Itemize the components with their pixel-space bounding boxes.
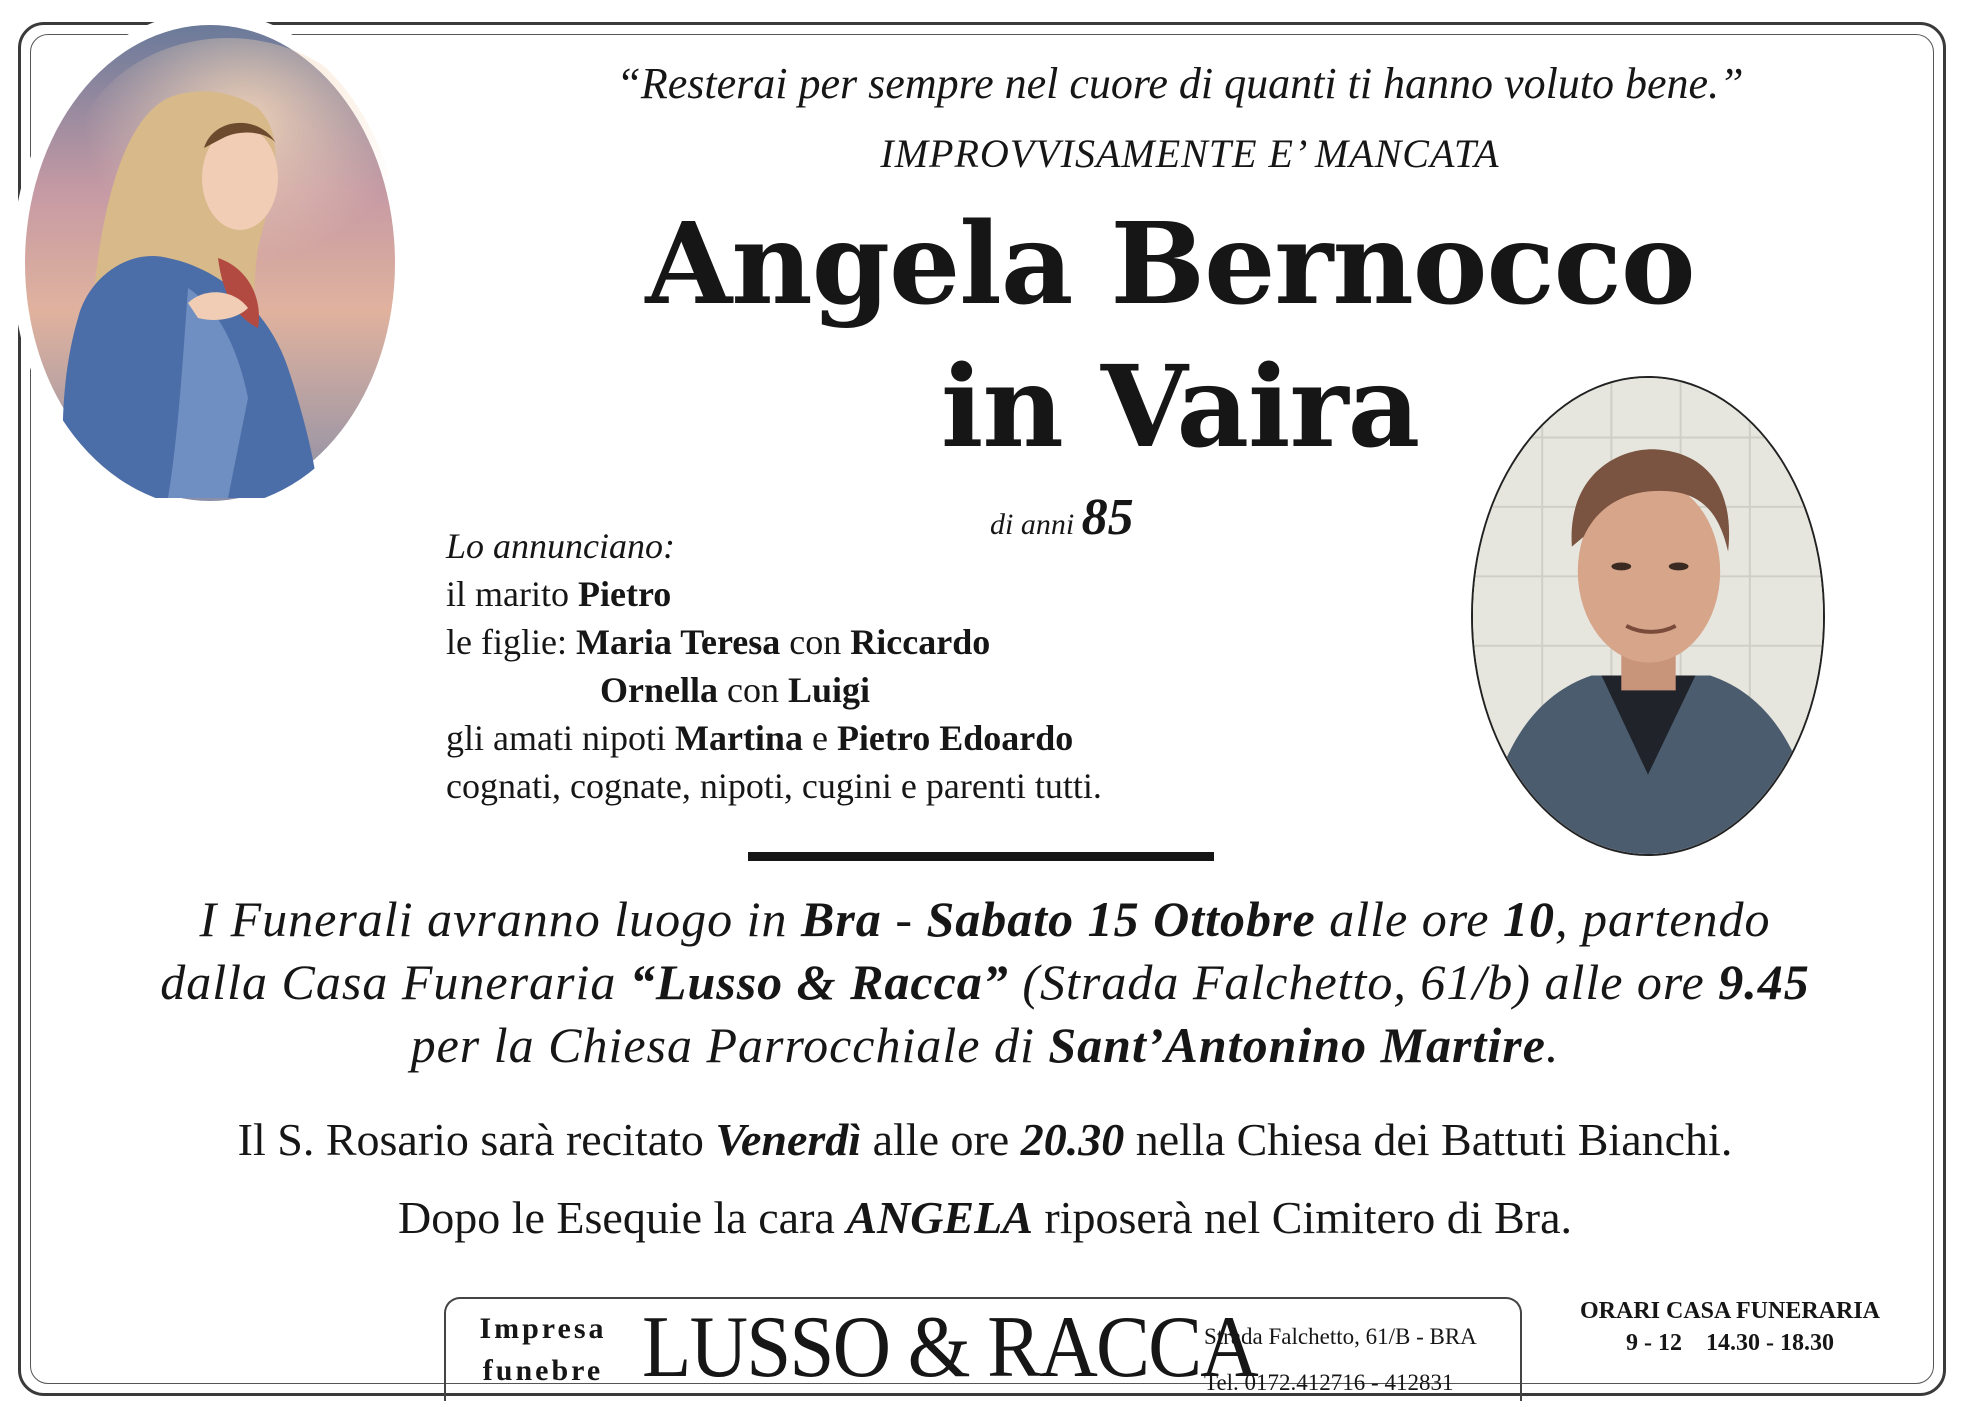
rosary-text: nella Chiesa dei Battuti Bianchi. [1124, 1114, 1733, 1165]
funeral-text: (Strada Falchetto, 61/b) alle ore [1008, 954, 1719, 1010]
deceased-name: Angela Bernocco [645, 199, 1695, 330]
relatives-line: cognati, cognate, nipoti, cugini e parenti tutti. [446, 766, 1102, 806]
rosary-time: 20.30 [1020, 1114, 1125, 1165]
funeral-sep: - [881, 891, 927, 947]
funeral-home-phone: Tel. 0172.412716 - 412831 [1204, 1370, 1454, 1395]
and-word: e [811, 718, 828, 758]
rosary-text: alle ore [861, 1114, 1021, 1165]
with-1: con [789, 622, 842, 662]
age-prefix: di anni [990, 508, 1075, 541]
opening-hours-morning: 9 - 12 [1626, 1330, 1682, 1356]
deceased-married-name: in Vaira [940, 342, 1420, 473]
burial-text: Dopo le Esequie la cara [398, 1192, 847, 1243]
funeral-home-address: Strada Falchetto, 61/B - BRA [1204, 1324, 1477, 1349]
daughter-2-name: Ornella [600, 670, 718, 710]
funeral-line-2 [40, 951, 1930, 1014]
funeral-home-brand: LUSSO & RACCA [642, 1299, 1257, 1396]
age-value: 85 [1081, 489, 1134, 546]
impresa-label [468, 1308, 618, 1392]
family-heading: Lo annunciano: [446, 526, 675, 566]
funeral-home-name: “Lusso & Racca” [629, 954, 1009, 1010]
daughters-line-1 [446, 618, 1102, 666]
departure-time: 9.45 [1718, 954, 1810, 1010]
husband-prefix: il marito [446, 574, 569, 614]
funeral-line-3 [40, 1014, 1930, 1077]
funeral-details [40, 888, 1930, 1077]
funeral-date: Sabato 15 Ottobre [926, 891, 1316, 947]
grandchild-1-name: Martina [674, 718, 803, 758]
opening-hours-title: ORARI CASA FUNERARIA [1579, 1298, 1881, 1324]
opening-hours-afternoon: 14.30 - 18.30 [1706, 1330, 1834, 1356]
burial-text: riposerà nel Cimitero di Bra. [1032, 1192, 1572, 1243]
burial-name: ANGELA [846, 1192, 1033, 1243]
opening-hours [1540, 1295, 1920, 1359]
funeral-text: , partendo [1555, 891, 1771, 947]
madonna-image [18, 18, 402, 508]
husband-line [446, 570, 1102, 618]
spouse-2-name: Luigi [787, 670, 871, 710]
grandchildren-prefix: gli amati nipoti [446, 718, 666, 758]
impresa-line-1: Impresa [479, 1312, 607, 1345]
spouse-1-name: Riccardo [850, 622, 991, 662]
funeral-line-1 [40, 888, 1930, 951]
rosary-day: Venerdì [715, 1114, 862, 1165]
announcement: IMPROVVISAMENTE E’ MANCATA [880, 131, 1500, 176]
rosary-line [40, 1112, 1930, 1168]
funeral-time: 10 [1503, 891, 1555, 947]
husband-name: Pietro [577, 574, 672, 614]
grandchildren-line [446, 714, 1102, 762]
daughter-1-name: Maria Teresa [575, 622, 781, 662]
daughters-prefix: le figlie: [446, 622, 567, 662]
with-2: con [726, 670, 779, 710]
funeral-text: I Funerali avranno luogo in [199, 891, 801, 947]
quote: “Resterai per sempre nel cuore di quanti ti hanno voluto bene.” [616, 59, 1744, 108]
opening-hours-times [1540, 1327, 1920, 1359]
family-announcement [446, 522, 1102, 810]
funeral-text: per la Chiesa Parrocchiale di [410, 1017, 1049, 1073]
church-name: Sant’Antonino Martire [1048, 1017, 1546, 1073]
funeral-text: . [1545, 1017, 1560, 1073]
funeral-place: Bra [801, 891, 882, 947]
daughters-line-2 [446, 666, 1102, 714]
funeral-home-contact [1204, 1314, 1477, 1406]
funeral-text: dalla Casa Funeraria [160, 954, 630, 1010]
burial-line [40, 1190, 1930, 1246]
grandchild-2-name: Pietro Edoardo [836, 718, 1074, 758]
rosary-text: Il S. Rosario sarà recitato [237, 1114, 716, 1165]
divider [748, 852, 1214, 861]
impresa-line-2: funebre [482, 1354, 604, 1387]
funeral-text: alle ore [1315, 891, 1503, 947]
